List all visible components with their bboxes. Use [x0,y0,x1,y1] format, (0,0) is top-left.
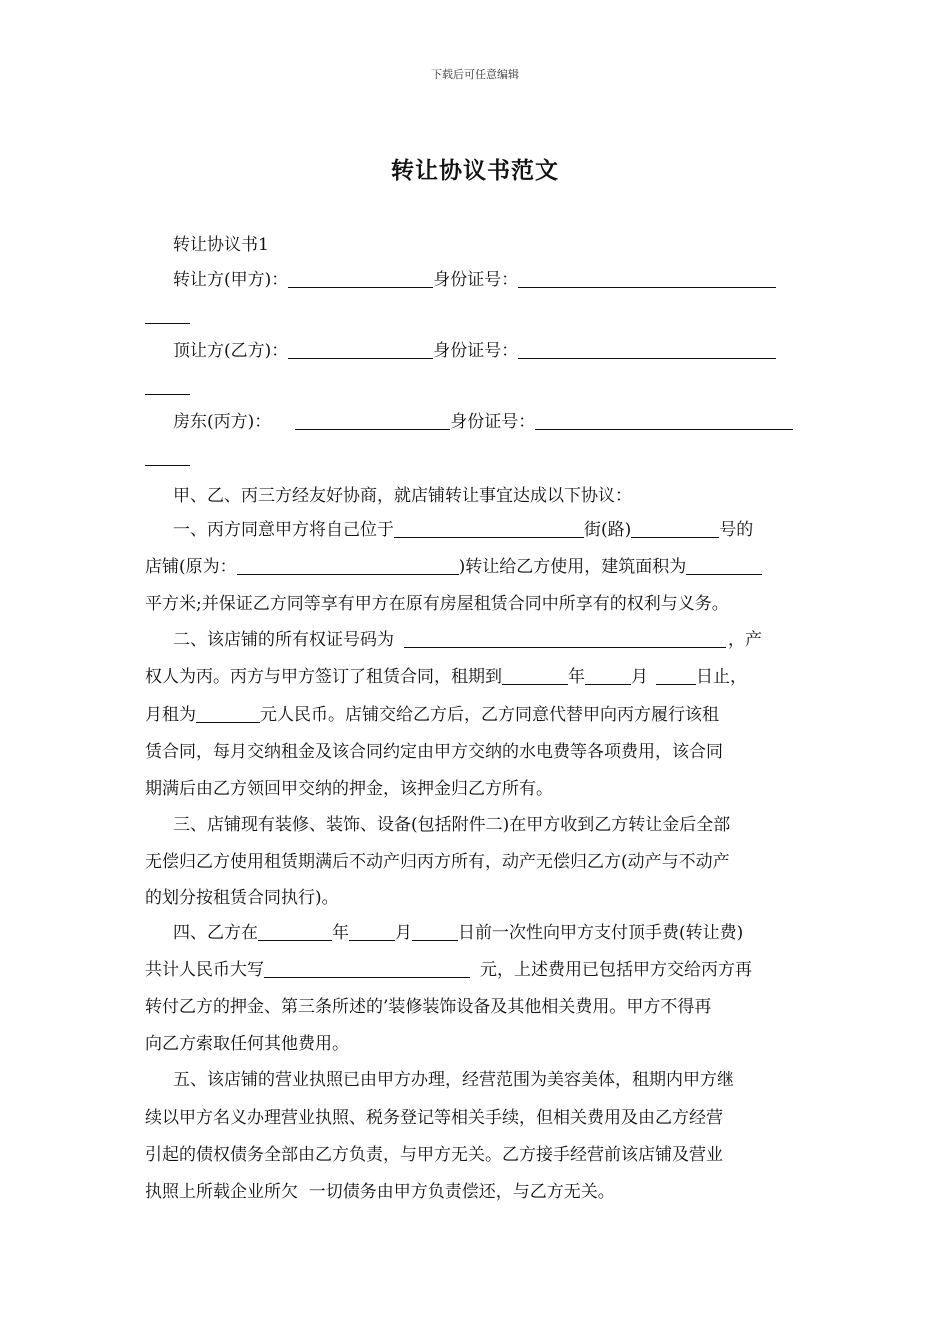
clause2-text-h: 元人民币。店铺交给乙方后，乙方同意代替甲向丙方履行该租 [260,705,719,725]
clause5-line1: 五、该店铺的营业执照已由甲方办理，经营范围为美容美体，租期内甲方继 [173,1070,734,1090]
pay-day-blank [412,922,458,941]
original-shop-blank [237,556,459,575]
clause2-line5: 期满后由乙方领回甲交纳的押金，该押金归乙方所有。 [145,779,553,799]
clause2-text-d: 年 [568,667,585,687]
pay-year-blank [258,922,332,941]
intro-paragraph: 甲、乙、丙三方经友好协商，就店铺转让事宜达成以下协议： [173,486,632,506]
subtitle: 转让协议书1 [173,235,269,255]
page-title: 转让协议书范文 [391,157,559,184]
clause2-text-b: ，产 [728,630,762,650]
clause2-text-e: 月 [631,667,648,687]
ownership-cert-blank [404,629,726,648]
party-a-id-blank [518,269,776,288]
clause2-line1 [173,628,810,652]
party-a-name-blank [288,269,433,288]
clause2-text-f: 日止， [696,667,747,687]
number-blank [631,519,719,538]
clause4-line4: 向乙方索取任何其他费用。 [145,1034,349,1054]
clause3-line3: 的划分按租赁合同执行)。 [145,888,339,908]
party-c-line [173,410,810,434]
clause3-line2: 无偿归乙方使用租赁期满后不动产归丙方所有，动产无偿归乙方(动产与不动产 [145,852,730,872]
clause5-line2: 续以甲方名义办理营业执照、税务登记等相关手续，但相关费用及由乙方经营 [145,1108,723,1128]
party-c-id-blank [535,411,793,430]
party-b-id-label: 身份证号： [433,341,519,361]
clause1-line2 [145,555,810,579]
clause1-text-a: 一、丙方同意甲方将自己位于 [173,520,394,540]
clause2-text-a: 二、该店铺的所有权证号码为 [173,630,394,650]
lease-month-blank [585,666,631,685]
pay-month-blank [349,922,395,941]
party-c-id-blank-cont [145,446,810,470]
clause4-text-b: 年 [332,923,349,943]
party-c-name-blank [295,411,450,430]
party-c-id-label: 身份证号： [450,412,536,432]
clause1-line1 [173,518,810,542]
party-b-id-blank-cont [145,375,810,399]
party-a-id-label: 身份证号： [433,270,519,290]
party-a-line [173,268,810,292]
clause2-line2 [145,665,810,689]
clause4-text-d: 日前一次性向甲方支付顶手费(转让费) [458,923,744,943]
area-blank [686,556,762,575]
clause2-line4: 赁合同，每月交纳租金及该合同约定由甲方交纳的水电费等各项费用，该合同 [145,742,723,762]
party-c-label: 房东(丙方)： [173,412,272,432]
street-blank [394,519,584,538]
clause5-line3: 引起的债权债务全部由乙方负责，与甲方无关。乙方接手经营前该店铺及营业 [145,1145,723,1165]
amount-in-words-blank [264,959,470,978]
clause4-text-f: 元，上述费用已包括甲方交给丙方再 [480,960,752,980]
clause1-text-c: 号的 [719,520,754,540]
clause1-text-b: 街(路) [584,520,632,540]
lease-year-blank [502,666,568,685]
clause4-line3: 转付乙方的押金、第三条所述的’装修装饰设备及其他相关费用。甲方不得再 [145,997,712,1017]
clause1-line3: 平方米;并保证乙方同等享有甲方在原有房屋租赁合同中所享有的权利与义务。 [145,594,729,614]
party-b-id-blank [518,340,776,359]
party-b-label: 顶让方(乙方)： [173,341,289,361]
monthly-rent-blank [196,704,260,723]
clause4-line1 [173,921,810,945]
clause2-line3 [145,703,810,727]
party-b-id-blank-tail [145,376,190,395]
clause4-text-e: 共计人民币大写 [145,960,264,980]
party-b-name-blank [288,340,433,359]
clause5-line4: 执照上所载企业所欠 一切债务由甲方负责偿还，与乙方无关。 [145,1182,615,1202]
clause2-text-g: 月租为 [145,705,196,725]
party-c-id-blank-tail [145,447,190,466]
clause3-line1: 三、店铺现有装修、装饰、设备(包括附件二)在甲方收到乙方转让金后全部 [173,815,731,835]
party-b-line [173,339,810,363]
lease-day-blank [656,666,696,685]
clause4-text-c: 月 [395,923,412,943]
header-note: 下载后可任意编辑 [431,68,519,81]
clause4-text-a: 四、乙方在 [173,923,258,943]
party-a-label: 转让方(甲方)： [173,270,289,290]
clause4-line2 [145,958,810,982]
party-a-id-blank-tail [145,305,190,324]
clause1-text-e: )转让给乙方使用，建筑面积为 [458,557,687,577]
party-a-id-blank-cont [145,304,810,328]
clause1-text-d: 店铺(原为： [145,557,237,577]
clause2-text-c: 权人为丙。丙方与甲方签订了租赁合同，租期到 [145,667,502,687]
